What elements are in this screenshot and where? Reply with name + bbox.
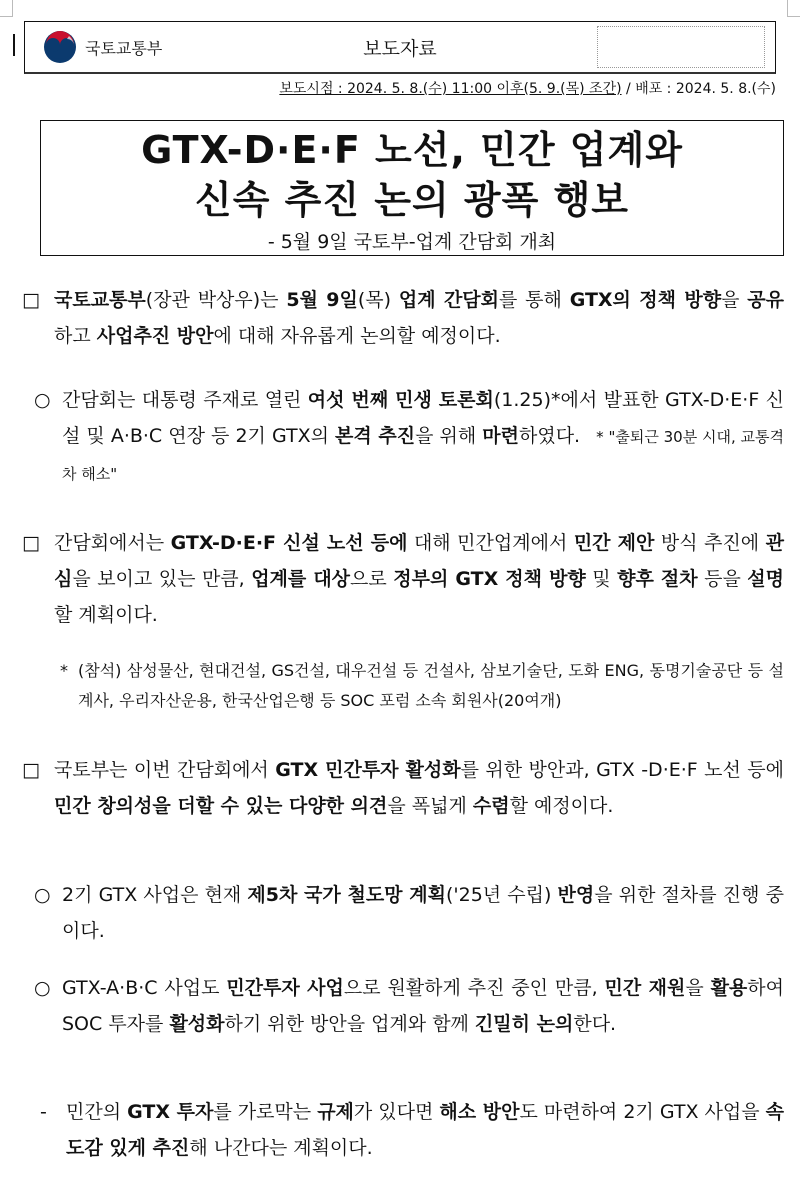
text-segment: 반영 [557,884,595,906]
text-segment: 제5차 국가 철도망 계획 [247,884,446,906]
text-segment: 규제 [317,1101,354,1123]
bullet-marker: □ [22,289,40,311]
text-segment: 5월 9일 [286,289,358,311]
bullet-marker: □ [22,532,40,554]
text-segment: GTX 민간투자 활성화 [275,759,461,781]
text-segment: 방식 추진에 [654,532,766,554]
bullet-marker: - [40,1101,47,1123]
text-segment: 의 [310,425,336,447]
distribution-date: 배포 : 2024. 5. 8.(수) [635,81,776,97]
text-segment: 할 예정이다. [509,795,614,817]
text-segment: 가 있다면 [353,1101,440,1123]
text-segment: 수렴 [472,795,510,817]
text-cursor [13,34,15,56]
text-segment: 활용 [710,977,748,999]
embargo-time: 보도시점 : 2024. 5. 8.(수) 11:00 이후(5. 9.(목) 조간) [279,81,622,97]
text-segment: 속도감 있게 추진 [66,1101,785,1159]
text-segment: 을 폭넓게 [387,795,473,817]
text-segment: 등을 [697,568,748,590]
text-segment: 본격 추진 [335,425,416,447]
text-segment: 를 통해 [499,289,570,311]
text-segment: 을 [721,289,748,311]
text-segment: 간담회에서는 [54,532,171,554]
header-box [24,21,776,74]
paragraph [54,752,784,824]
text-segment: 을 위한 절차를 진행 중이다. [62,884,784,942]
release-info [279,78,776,98]
text-segment: 국토부는 이번 간담회에서 [54,759,276,781]
text-segment: 으로 [350,568,394,590]
text-segment: 업계를 대상 [251,568,351,590]
text-segment: 민간의 [66,1101,128,1123]
text-segment: GTX 투자 [127,1101,214,1123]
text-segment: (참석) 삼성물산, 현대건설, GS건설, 대우건설 등 건설사, 삼보기술단, 도화 ENG, 동명기술공단 등 설계사, 우리자산운용, 한국산업은행 등 SOC 포럼 소속 회원사(20여개) [78,661,784,710]
text-segment: 을 [685,977,711,999]
bullet-marker: * [60,661,68,680]
text-segment: (1.25)*에서 발표한 [493,389,666,411]
paragraph [54,282,784,354]
text-segment: (목) [357,289,399,311]
text-segment: 대해 민간업계에서 [407,532,574,554]
page-corner-mark [0,0,13,17]
text-segment: 사업추진 방안 [96,325,214,347]
text-segment: 활성화 [169,1013,225,1035]
bullet-marker: □ [22,759,40,781]
text-segment: (장관 박상우)는 [145,289,287,311]
paragraph [78,656,784,716]
text-segment: 향후 절차 [617,568,698,590]
bullet-marker: ○ [34,977,51,999]
text-segment: 간담회는 대통령 주재로 열린 [62,389,308,411]
text-segment: 할 계획이다. [54,604,158,626]
text-segment: 긴밀히 논의 [474,1013,574,1035]
stamp-placeholder [597,26,765,68]
text-segment: 민간투자 사업 [226,977,344,999]
text-segment: 를 위한 방안과, GTX -D·E·F 노선 등에 [460,759,784,781]
text-segment: 마련 [482,425,519,447]
page-corner-mark [787,0,800,17]
text-segment: GTX-D·E·F 신설 및 A·B·C 연장 등 2기 GTX [62,389,784,447]
text-segment: 국토교통부 [54,289,146,311]
bullet-marker: ○ [34,389,51,411]
paragraph [62,382,784,492]
text-segment: 하였다. [519,425,587,447]
text-segment: 정부의 GTX 정책 방향 [393,568,586,590]
paragraph [62,877,784,949]
text-segment: 관심 [54,532,785,590]
bullet-marker: ○ [34,884,51,906]
text-segment: 도 마련하여 2기 GTX 사업을 [519,1101,766,1123]
doc-type-label: 보도자료 [363,38,437,60]
text-segment: 해소 방안 [439,1101,520,1123]
text-segment: ('25년 수립) [445,884,558,906]
text-segment: 민간 재원 [604,977,686,999]
text-segment: 공유 [747,289,784,311]
subtitle: - 5월 9일 국토부-업계 간담회 개최 [267,231,557,253]
text-segment: 를 가로막는 [213,1101,318,1123]
text-segment: GTX-D·E·F 신설 노선 등에 [170,532,408,554]
text-segment: 을 위해 [415,425,483,447]
text-segment: 에 대해 자유롭게 논의할 예정이다. [213,325,501,347]
text-segment: GTX의 정책 방향 [569,289,722,311]
text-segment: 한다. [573,1013,617,1035]
text-segment: 설명 [747,568,785,590]
paragraph [54,525,784,633]
text-segment: GTX-A·B·C 사업도 [62,977,227,999]
text-segment: 민간 제안 [573,532,655,554]
text-segment: 여섯 번째 민생 토론회 [307,389,494,411]
text-segment: 하여 SOC 투자를 [62,977,784,1035]
paragraph [62,970,784,1042]
text-segment: 및 [585,568,618,590]
text-segment: 민간 창의성을 더할 수 있는 다양한 의견 [54,795,388,817]
title-box [40,120,784,256]
text-segment: 해 나간다는 계획이다. [189,1137,373,1159]
text-segment: 을 보이고 있는 만큼, [72,568,252,590]
headline-line-2: 신속 추진 논의 광폭 행보 [195,178,629,222]
paragraph [66,1094,784,1166]
footnote: * "출퇴근 30분 시대, 교통격차 해소" [62,428,784,483]
separator: / [621,81,636,97]
ministry-name: 국토교통부 [85,38,163,58]
headline-line-1: GTX-D·E·F 노선, 민간 업계와 [141,128,683,172]
text-segment: 하기 위한 방안을 업계와 함께 [224,1013,475,1035]
text-segment: 하고 [54,325,97,347]
text-segment: 2기 GTX 사업은 현재 [62,884,248,906]
text-segment: 업계 간담회 [398,289,500,311]
text-segment: 으로 원활하게 추진 중인 만큼, [343,977,605,999]
